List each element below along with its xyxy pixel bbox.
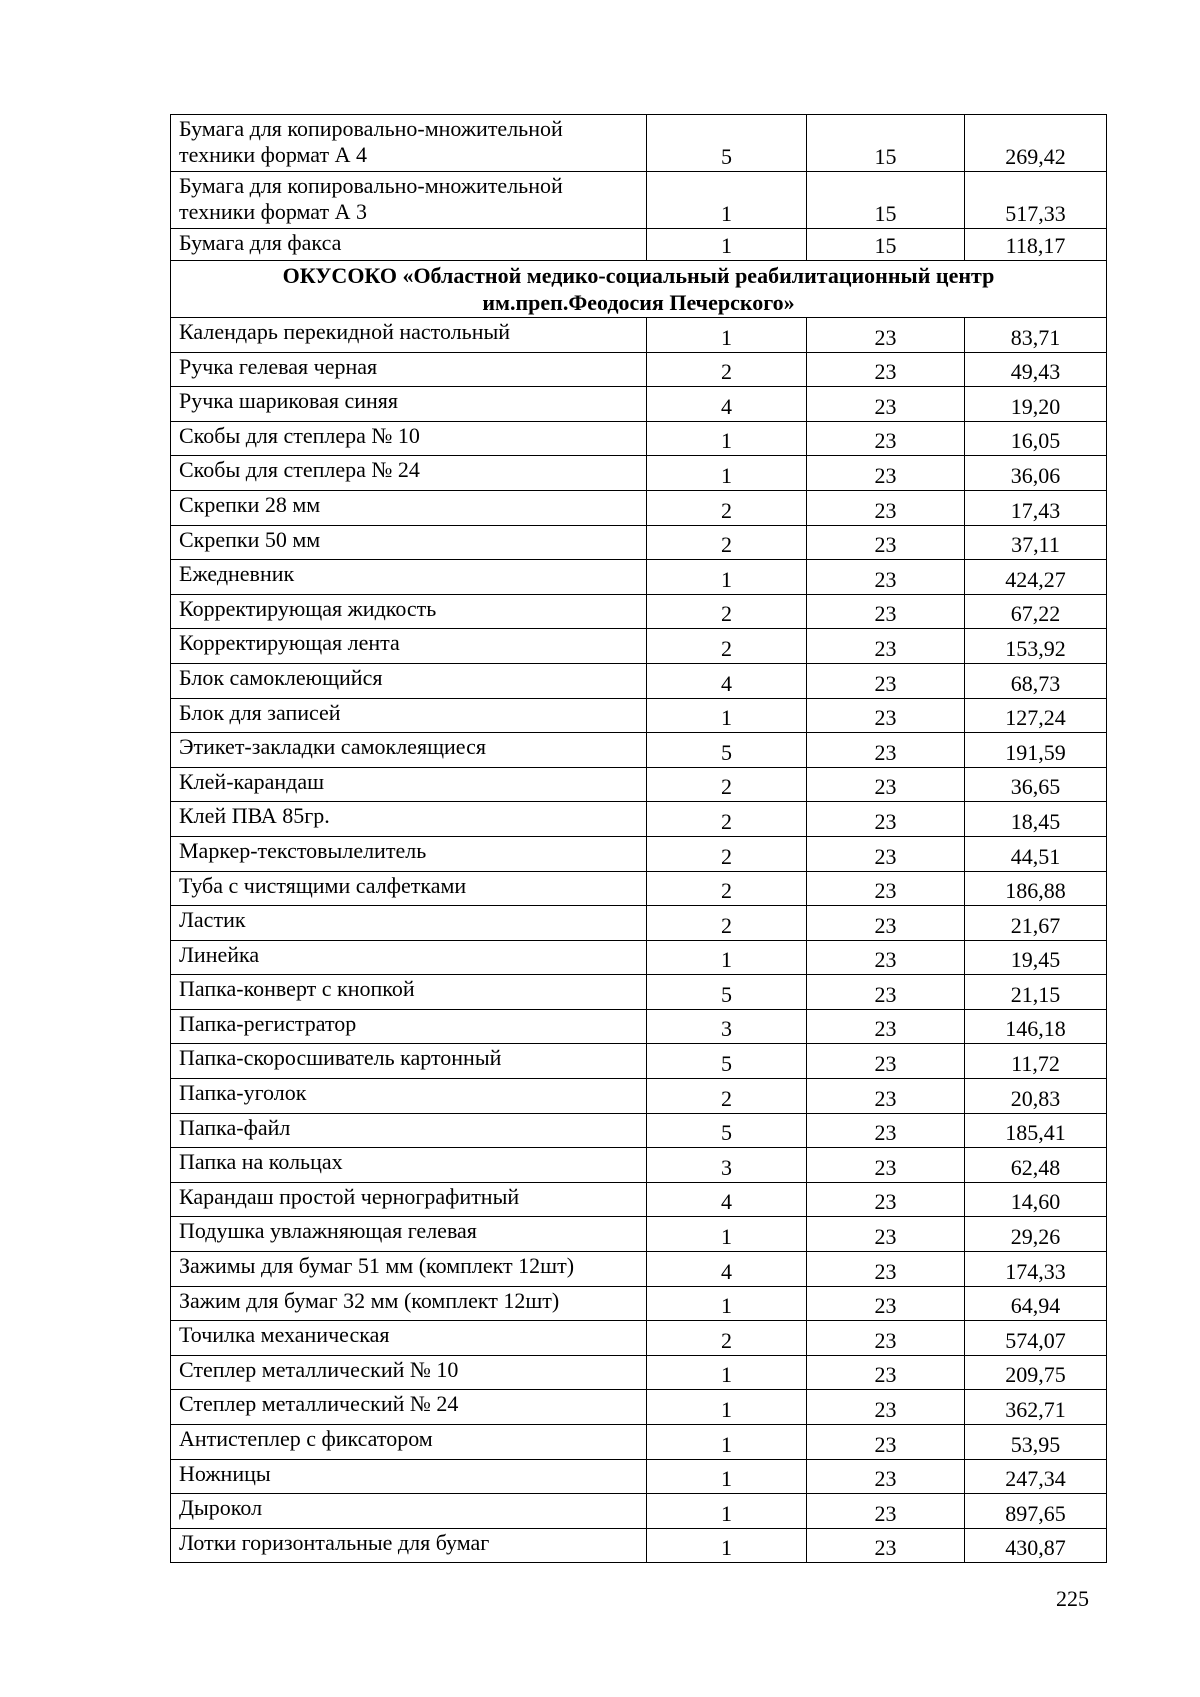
item-price: 127,24 bbox=[965, 698, 1107, 733]
item-price: 36,06 bbox=[965, 456, 1107, 491]
item-count: 23 bbox=[807, 594, 965, 629]
table-row bbox=[171, 871, 1107, 906]
item-count: 23 bbox=[807, 1148, 965, 1183]
item-price: 118,17 bbox=[965, 229, 1107, 261]
item-price: 209,75 bbox=[965, 1355, 1107, 1390]
item-name: Ножницы bbox=[171, 1459, 647, 1494]
item-qty: 1 bbox=[647, 421, 807, 456]
item-count: 23 bbox=[807, 629, 965, 664]
item-price: 37,11 bbox=[965, 525, 1107, 560]
table-row bbox=[171, 733, 1107, 768]
item-count: 23 bbox=[807, 1286, 965, 1321]
table-row bbox=[171, 1217, 1107, 1252]
table-row bbox=[171, 1355, 1107, 1390]
item-qty: 4 bbox=[647, 387, 807, 422]
item-count: 23 bbox=[807, 1425, 965, 1460]
item-qty: 5 bbox=[647, 115, 807, 172]
item-name: Папка-уголок bbox=[171, 1079, 647, 1114]
item-price: 68,73 bbox=[965, 663, 1107, 698]
item-name: Календарь перекидной настольный bbox=[171, 318, 647, 353]
item-count: 23 bbox=[807, 1044, 965, 1079]
item-price: 14,60 bbox=[965, 1182, 1107, 1217]
table-row bbox=[171, 172, 1107, 229]
item-qty: 1 bbox=[647, 456, 807, 491]
item-count: 23 bbox=[807, 1494, 965, 1529]
item-count: 23 bbox=[807, 560, 965, 595]
table-row bbox=[171, 1113, 1107, 1148]
item-count: 23 bbox=[807, 836, 965, 871]
item-count: 23 bbox=[807, 663, 965, 698]
supplies-table bbox=[170, 114, 1107, 1563]
item-name: Карандаш простой чернографитный bbox=[171, 1182, 647, 1217]
item-count: 23 bbox=[807, 940, 965, 975]
item-price: 67,22 bbox=[965, 594, 1107, 629]
item-name: Зажим для бумаг 32 мм (комплект 12шт) bbox=[171, 1286, 647, 1321]
item-price: 16,05 bbox=[965, 421, 1107, 456]
item-count: 23 bbox=[807, 1390, 965, 1425]
item-qty: 1 bbox=[647, 1217, 807, 1252]
item-price: 424,27 bbox=[965, 560, 1107, 595]
page-number: 225 bbox=[1056, 1586, 1089, 1611]
item-name: Дырокол bbox=[171, 1494, 647, 1529]
item-count: 23 bbox=[807, 1182, 965, 1217]
item-name: Скобы для степлера № 24 bbox=[171, 456, 647, 491]
item-name: Степлер металлический № 24 bbox=[171, 1390, 647, 1425]
table-row bbox=[171, 560, 1107, 595]
item-name: Корректирующая жидкость bbox=[171, 594, 647, 629]
item-qty: 1 bbox=[647, 560, 807, 595]
table-row bbox=[171, 115, 1107, 172]
item-price: 18,45 bbox=[965, 802, 1107, 837]
item-price: 430,87 bbox=[965, 1528, 1107, 1563]
item-price: 11,72 bbox=[965, 1044, 1107, 1079]
item-name: Бумага для факса bbox=[171, 229, 647, 261]
item-qty: 1 bbox=[647, 1355, 807, 1390]
item-count: 23 bbox=[807, 906, 965, 941]
item-qty: 2 bbox=[647, 906, 807, 941]
item-count: 23 bbox=[807, 1321, 965, 1356]
item-price: 49,43 bbox=[965, 352, 1107, 387]
item-count: 23 bbox=[807, 975, 965, 1010]
item-count: 15 bbox=[807, 172, 965, 229]
item-qty: 1 bbox=[647, 1425, 807, 1460]
item-name: Блок для записей bbox=[171, 698, 647, 733]
table-row bbox=[171, 836, 1107, 871]
item-price: 153,92 bbox=[965, 629, 1107, 664]
item-name: Папка-скоросшиватель картонный bbox=[171, 1044, 647, 1079]
table-row bbox=[171, 1286, 1107, 1321]
item-name: Скрепки 50 мм bbox=[171, 525, 647, 560]
item-qty: 1 bbox=[647, 1528, 807, 1563]
section-title-line1: ОКУСОКО «Областной медико-социальный реабилитационный центр bbox=[282, 263, 995, 288]
table-row bbox=[171, 1425, 1107, 1460]
item-price: 62,48 bbox=[965, 1148, 1107, 1183]
item-count: 15 bbox=[807, 115, 965, 172]
table-row bbox=[171, 767, 1107, 802]
table-row bbox=[171, 318, 1107, 353]
item-name: Зажимы для бумаг 51 мм (комплект 12шт) bbox=[171, 1252, 647, 1287]
item-qty: 1 bbox=[647, 229, 807, 261]
item-qty: 2 bbox=[647, 802, 807, 837]
item-qty: 1 bbox=[647, 1494, 807, 1529]
item-price: 517,33 bbox=[965, 172, 1107, 229]
item-qty: 2 bbox=[647, 594, 807, 629]
item-qty: 2 bbox=[647, 1079, 807, 1114]
item-name: Этикет-закладки самоклеящиеся bbox=[171, 733, 647, 768]
pre-section-rows bbox=[171, 115, 1107, 318]
table-row bbox=[171, 352, 1107, 387]
item-count: 23 bbox=[807, 318, 965, 353]
table-row bbox=[171, 387, 1107, 422]
item-price: 21,67 bbox=[965, 906, 1107, 941]
item-name: Скобы для степлера № 10 bbox=[171, 421, 647, 456]
item-qty: 2 bbox=[647, 352, 807, 387]
item-name: Туба с чистящими салфетками bbox=[171, 871, 647, 906]
table-row bbox=[171, 906, 1107, 941]
item-name: Ластик bbox=[171, 906, 647, 941]
item-qty: 1 bbox=[647, 698, 807, 733]
section-header bbox=[171, 261, 1107, 318]
item-qty: 3 bbox=[647, 1009, 807, 1044]
table-row bbox=[171, 1390, 1107, 1425]
table-row bbox=[171, 1321, 1107, 1356]
item-qty: 2 bbox=[647, 629, 807, 664]
section-title-line2: им.преп.Феодосия Печерского» bbox=[482, 290, 795, 315]
item-name: Скрепки 28 мм bbox=[171, 490, 647, 525]
item-count: 23 bbox=[807, 1113, 965, 1148]
section-header-row bbox=[171, 261, 1107, 318]
item-price: 897,65 bbox=[965, 1494, 1107, 1529]
item-name: Антистеплер с фиксатором bbox=[171, 1425, 647, 1460]
table-row bbox=[171, 1252, 1107, 1287]
item-qty: 1 bbox=[647, 1390, 807, 1425]
item-count: 23 bbox=[807, 387, 965, 422]
item-count: 23 bbox=[807, 1355, 965, 1390]
item-price: 186,88 bbox=[965, 871, 1107, 906]
item-price: 185,41 bbox=[965, 1113, 1107, 1148]
item-qty: 2 bbox=[647, 490, 807, 525]
item-name: Блок самоклеющийся bbox=[171, 663, 647, 698]
item-qty: 4 bbox=[647, 1182, 807, 1217]
item-count: 23 bbox=[807, 352, 965, 387]
item-name: Клей-карандаш bbox=[171, 767, 647, 802]
item-price: 20,83 bbox=[965, 1079, 1107, 1114]
item-price: 44,51 bbox=[965, 836, 1107, 871]
item-qty: 5 bbox=[647, 975, 807, 1010]
item-name: Степлер металлический № 10 bbox=[171, 1355, 647, 1390]
table-row bbox=[171, 1009, 1107, 1044]
item-qty: 5 bbox=[647, 1113, 807, 1148]
item-count: 23 bbox=[807, 1079, 965, 1114]
table-row bbox=[171, 1148, 1107, 1183]
item-count: 23 bbox=[807, 1459, 965, 1494]
item-name: Бумага для копировально-множительной техники формат А 4 bbox=[171, 115, 647, 172]
item-price: 574,07 bbox=[965, 1321, 1107, 1356]
item-count: 23 bbox=[807, 733, 965, 768]
item-qty: 2 bbox=[647, 767, 807, 802]
table-row bbox=[171, 594, 1107, 629]
item-count: 23 bbox=[807, 871, 965, 906]
item-qty: 4 bbox=[647, 663, 807, 698]
item-price: 146,18 bbox=[965, 1009, 1107, 1044]
item-name: Папка-регистратор bbox=[171, 1009, 647, 1044]
item-price: 36,65 bbox=[965, 767, 1107, 802]
item-qty: 2 bbox=[647, 1321, 807, 1356]
item-count: 23 bbox=[807, 802, 965, 837]
item-count: 23 bbox=[807, 525, 965, 560]
item-name: Линейка bbox=[171, 940, 647, 975]
table-row bbox=[171, 1079, 1107, 1114]
item-count: 23 bbox=[807, 1252, 965, 1287]
table-row bbox=[171, 975, 1107, 1010]
item-count: 23 bbox=[807, 698, 965, 733]
table-row bbox=[171, 1494, 1107, 1529]
item-name: Бумага для копировально-множительной техники формат А 3 bbox=[171, 172, 647, 229]
item-qty: 2 bbox=[647, 525, 807, 560]
item-price: 21,15 bbox=[965, 975, 1107, 1010]
item-price: 362,71 bbox=[965, 1390, 1107, 1425]
item-count: 15 bbox=[807, 229, 965, 261]
item-price: 53,95 bbox=[965, 1425, 1107, 1460]
table-row bbox=[171, 1528, 1107, 1563]
table-row bbox=[171, 490, 1107, 525]
item-qty: 1 bbox=[647, 1459, 807, 1494]
item-name: Точилка механическая bbox=[171, 1321, 647, 1356]
item-count: 23 bbox=[807, 1009, 965, 1044]
item-price: 19,45 bbox=[965, 940, 1107, 975]
table-row bbox=[171, 1182, 1107, 1217]
item-name: Маркер-текстовылелитель bbox=[171, 836, 647, 871]
table-row bbox=[171, 629, 1107, 664]
item-name: Ручка шариковая синяя bbox=[171, 387, 647, 422]
item-qty: 2 bbox=[647, 836, 807, 871]
item-count: 23 bbox=[807, 1217, 965, 1252]
item-name: Папка на кольцах bbox=[171, 1148, 647, 1183]
item-price: 83,71 bbox=[965, 318, 1107, 353]
item-price: 64,94 bbox=[965, 1286, 1107, 1321]
item-price: 174,33 bbox=[965, 1252, 1107, 1287]
item-name: Подушка увлажняющая гелевая bbox=[171, 1217, 647, 1252]
item-qty: 1 bbox=[647, 318, 807, 353]
table-row bbox=[171, 421, 1107, 456]
item-rows bbox=[171, 318, 1107, 1563]
item-qty: 5 bbox=[647, 1044, 807, 1079]
item-price: 269,42 bbox=[965, 115, 1107, 172]
item-qty: 2 bbox=[647, 871, 807, 906]
item-count: 23 bbox=[807, 421, 965, 456]
table-row bbox=[171, 698, 1107, 733]
item-name: Корректирующая лента bbox=[171, 629, 647, 664]
item-price: 29,26 bbox=[965, 1217, 1107, 1252]
item-qty: 3 bbox=[647, 1148, 807, 1183]
table-row bbox=[171, 940, 1107, 975]
table-row bbox=[171, 229, 1107, 261]
table-row bbox=[171, 525, 1107, 560]
table-row bbox=[171, 1044, 1107, 1079]
table-row bbox=[171, 456, 1107, 491]
item-qty: 1 bbox=[647, 940, 807, 975]
item-name: Лотки горизонтальные для бумаг bbox=[171, 1528, 647, 1563]
item-count: 23 bbox=[807, 767, 965, 802]
item-name: Папка-файл bbox=[171, 1113, 647, 1148]
item-qty: 1 bbox=[647, 172, 807, 229]
table-row bbox=[171, 802, 1107, 837]
item-name: Ежедневник bbox=[171, 560, 647, 595]
item-count: 23 bbox=[807, 490, 965, 525]
item-name: Ручка гелевая черная bbox=[171, 352, 647, 387]
table-row bbox=[171, 663, 1107, 698]
item-count: 23 bbox=[807, 456, 965, 491]
item-price: 19,20 bbox=[965, 387, 1107, 422]
item-count: 23 bbox=[807, 1528, 965, 1563]
table-row bbox=[171, 1459, 1107, 1494]
item-price: 191,59 bbox=[965, 733, 1107, 768]
item-name: Папка-конверт с кнопкой bbox=[171, 975, 647, 1010]
item-price: 247,34 bbox=[965, 1459, 1107, 1494]
item-qty: 1 bbox=[647, 1286, 807, 1321]
item-name: Клей ПВА 85гр. bbox=[171, 802, 647, 837]
item-qty: 4 bbox=[647, 1252, 807, 1287]
item-price: 17,43 bbox=[965, 490, 1107, 525]
item-qty: 5 bbox=[647, 733, 807, 768]
